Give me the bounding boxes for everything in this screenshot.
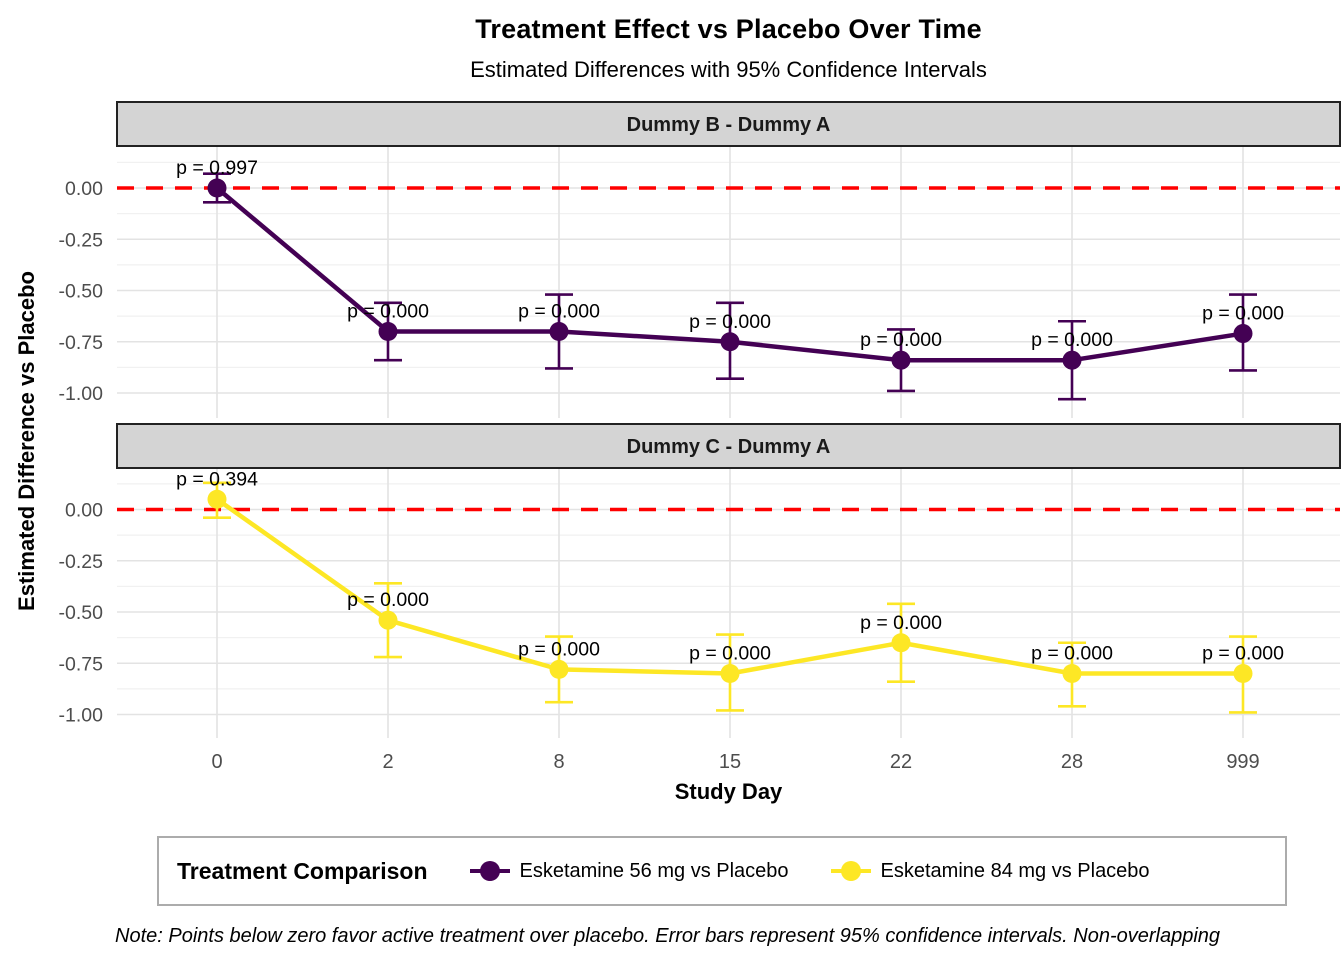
p-value-label: p = 0.000 bbox=[689, 310, 771, 333]
p-value-label: p = 0.000 bbox=[518, 638, 600, 661]
legend-entry-label: Esketamine 84 mg vs Placebo bbox=[880, 859, 1150, 882]
facet-panel-1 bbox=[117, 424, 1340, 738]
legend-point-icon bbox=[480, 861, 500, 881]
x-axis-title: Study Day bbox=[674, 779, 783, 804]
y-tick-label: -0.25 bbox=[58, 550, 103, 573]
legend-title: Treatment Comparison bbox=[177, 857, 428, 884]
data-point bbox=[1234, 324, 1253, 343]
chart-title: Treatment Effect vs Placebo Over Time bbox=[475, 14, 982, 44]
legend-entry-84mg bbox=[831, 860, 1150, 883]
p-value-label: p = 0.000 bbox=[347, 300, 429, 323]
data-point bbox=[379, 322, 398, 341]
data-point bbox=[379, 611, 398, 630]
data-point bbox=[892, 351, 911, 370]
legend-marker-1 bbox=[831, 860, 871, 882]
p-value-label: p = 0.000 bbox=[347, 589, 429, 612]
y-tick-label: 0.00 bbox=[65, 499, 103, 522]
p-value-label: p = 0.000 bbox=[860, 329, 942, 352]
data-point bbox=[208, 490, 227, 509]
data-point bbox=[550, 660, 569, 679]
x-tick-label: 0 bbox=[211, 751, 223, 773]
x-tick-label: 22 bbox=[889, 751, 913, 773]
x-tick-label: 8 bbox=[553, 751, 565, 773]
y-tick-label: 0.00 bbox=[65, 178, 103, 200]
data-point bbox=[550, 322, 569, 341]
y-tick-label: -1.00 bbox=[58, 704, 103, 727]
y-tick-label: -0.75 bbox=[58, 331, 103, 354]
chart-subtitle: Estimated Differences with 95% Confidence Intervals bbox=[470, 57, 987, 82]
x-tick-label: 999 bbox=[1226, 751, 1260, 773]
data-point bbox=[1234, 664, 1253, 683]
p-value-label: p = 0.394 bbox=[176, 468, 258, 491]
legend-entry-label: Esketamine 56 mg vs Placebo bbox=[519, 859, 789, 882]
legend bbox=[157, 836, 1287, 906]
data-point bbox=[208, 179, 227, 198]
y-tick-label: -0.50 bbox=[58, 280, 103, 303]
y-tick-label: -0.50 bbox=[58, 602, 103, 624]
p-value-label: p = 0.997 bbox=[176, 157, 258, 179]
data-point bbox=[721, 332, 740, 351]
facet-strip-label: Dummy C - Dummy A bbox=[626, 436, 831, 458]
p-value-label: p = 0.000 bbox=[1202, 642, 1284, 665]
x-tick-label: 28 bbox=[1060, 751, 1084, 773]
y-tick-label: -1.00 bbox=[58, 383, 103, 405]
p-value-label: p = 0.000 bbox=[1202, 302, 1284, 325]
legend-point-icon bbox=[841, 861, 861, 881]
footnote: Note: Points below zero favor active treatment over placebo. Error bars represent 95% confidence intervals. Non-overlapping bbox=[115, 925, 1221, 947]
facet-strip-label: Dummy B - Dummy A bbox=[626, 114, 831, 136]
y-axis-title: Estimated Difference vs Placebo bbox=[14, 271, 39, 611]
data-point bbox=[892, 633, 911, 652]
data-point bbox=[1063, 664, 1082, 683]
legend-marker-0 bbox=[470, 860, 510, 882]
data-point bbox=[721, 664, 740, 683]
p-value-label: p = 0.000 bbox=[518, 300, 600, 323]
y-tick-label: -0.25 bbox=[58, 229, 103, 252]
y-tick-label: -0.75 bbox=[58, 653, 103, 676]
x-tick-label: 15 bbox=[718, 751, 742, 773]
x-tick-label: 2 bbox=[382, 751, 394, 773]
facet-panel-0 bbox=[117, 102, 1340, 418]
p-value-label: p = 0.000 bbox=[860, 611, 942, 634]
p-value-label: p = 0.000 bbox=[689, 642, 771, 665]
p-value-label: p = 0.000 bbox=[1031, 642, 1113, 665]
data-point bbox=[1063, 351, 1082, 370]
p-value-label: p = 0.000 bbox=[1031, 329, 1113, 352]
legend-entry-56mg bbox=[470, 860, 789, 883]
